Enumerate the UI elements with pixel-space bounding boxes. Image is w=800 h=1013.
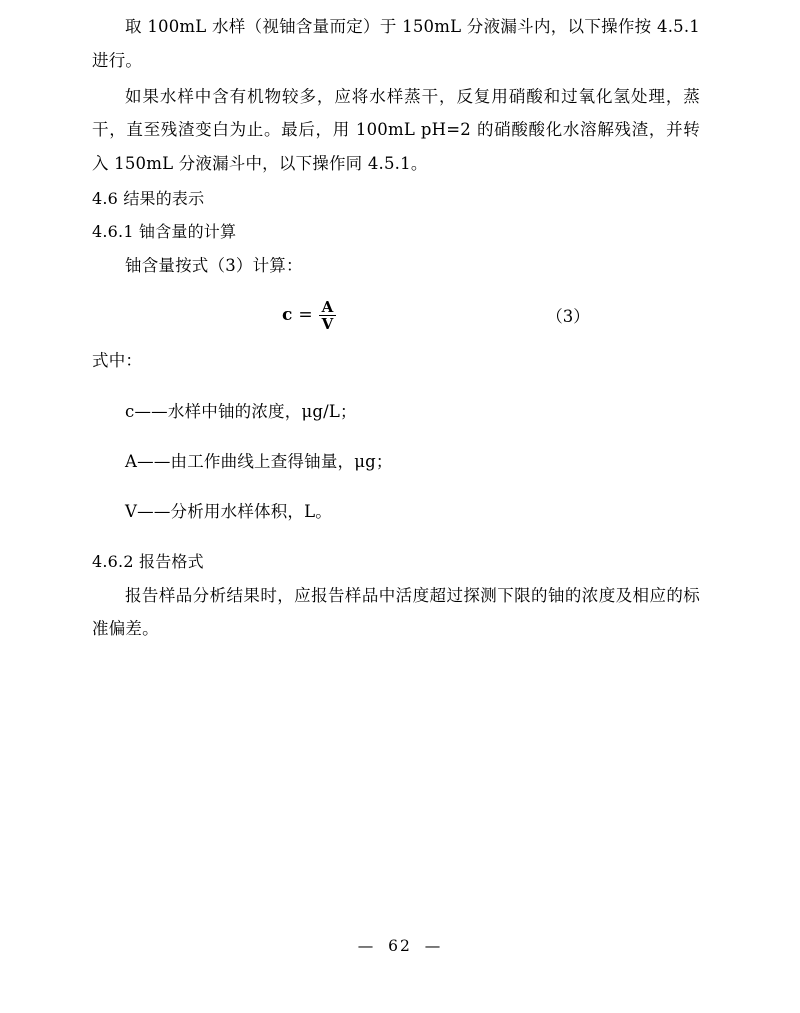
footer-right-dash: — <box>424 937 443 955</box>
definition-item-a: A——由工作曲线上查得铀量，μg； <box>125 452 393 472</box>
paragraph-1: 取 100mL 水样（视铀含量而定）于 150mL 分液漏斗内，以下操作按 4.5.1 进行。 <box>92 17 700 70</box>
formula-equals-sign: = <box>298 305 313 326</box>
blank-area <box>92 648 700 898</box>
paragraph-2: 如果水样中含有机物较多，应将水样蒸干，反复用硝酸和过氧化氢处理，蒸干，直至残渣变白为止。最后，用 100mL pH=2 的硝酸酸化水溶解残渣，并转入 150mL 分液漏斗中，以下操作同 4.5.1。 <box>92 86 700 174</box>
footer-left-dash: — <box>357 937 376 955</box>
report-format-paragraph: 报告样品分析结果时，应报告样品中活度超过探测下限的铀的浓度及相应的标准偏差。 <box>92 585 700 639</box>
section-heading-4-6: 4.6 结果的表示 <box>92 189 205 209</box>
definition-item-c: c——水样中铀的浓度，μg/L； <box>125 401 357 421</box>
symbol-definition-list <box>92 395 700 529</box>
where-label: 式中： <box>92 351 143 371</box>
page-footer <box>0 937 800 955</box>
formula-row <box>92 292 700 338</box>
calculation-intro: 铀含量按式（3）计算： <box>125 255 303 275</box>
section-heading-4-6-2: 4.6.2 报告格式 <box>92 551 204 571</box>
formula-number: （3） <box>546 307 590 327</box>
formula-denominator: V <box>319 315 337 332</box>
formula-lhs: c <box>282 305 293 326</box>
section-heading-4-6-1: 4.6.1 铀含量的计算 <box>92 221 237 241</box>
footer-page-number: 62 <box>388 937 412 955</box>
definition-item-v: V——分析用水样体积，L。 <box>125 502 332 522</box>
formula-fraction <box>319 299 337 332</box>
uranium-concentration-formula <box>282 299 336 332</box>
formula-numerator: A <box>321 297 334 316</box>
